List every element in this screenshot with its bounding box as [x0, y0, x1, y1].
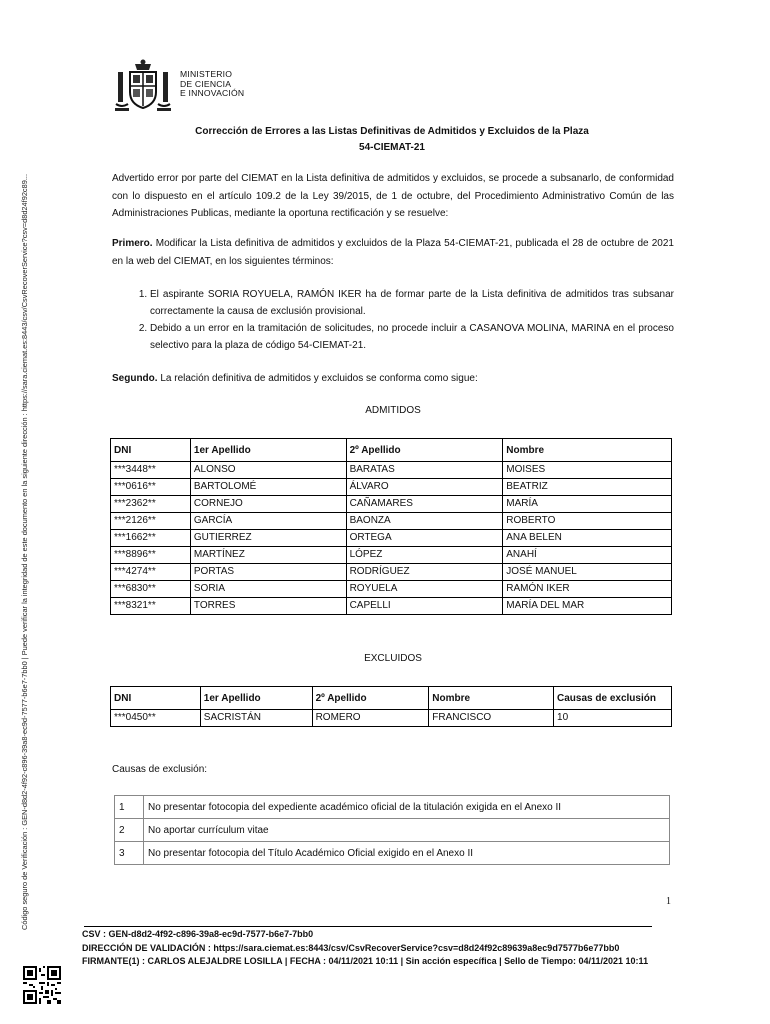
causa-row [115, 819, 670, 842]
table-cell: ***0616** [111, 479, 191, 496]
list-item: 2. Debido a un error en la tramitación de solicitudes, no procede incluir a CASANOVA MOLINA, MARINA en el proceso selectivo para la plaza de código 54-CIEMAT-21. [150, 320, 674, 354]
table-cell: ROYUELA [346, 581, 503, 598]
table-cell: MOISES [503, 462, 672, 479]
admitidos-heading: ADMITIDOS [365, 405, 421, 416]
document-title [112, 124, 672, 156]
causa-text: No aportar currículum vitae [144, 819, 670, 842]
table-cell: ANA BELEN [503, 530, 672, 547]
column-header: 2º Apellido [312, 687, 429, 710]
causa-row [115, 842, 670, 865]
table-cell: ALONSO [190, 462, 346, 479]
table-row [111, 598, 672, 615]
table-cell: ROMERO [312, 710, 429, 727]
primero-paragraph [112, 235, 674, 270]
causas-label: Causas de exclusión: [112, 764, 208, 775]
ministry-logo [114, 58, 274, 113]
table-row [111, 564, 672, 581]
table-row [111, 462, 672, 479]
table-cell: CAPELLI [346, 598, 503, 615]
causa-row [115, 796, 670, 819]
column-header: Causas de exclusión [554, 687, 672, 710]
side-verification-note [20, 40, 32, 930]
causa-text: No presentar fotocopia del Título Académico Oficial exigido en el Anexo II [144, 842, 670, 865]
table-cell: BARTOLOMÉ [190, 479, 346, 496]
table-cell: ***4274** [111, 564, 191, 581]
causa-number: 1 [115, 796, 144, 819]
footer-divider [84, 926, 652, 927]
table-header-row [111, 439, 672, 462]
signature-footer [82, 928, 648, 969]
footer-signer: FIRMANTE(1) : CARLOS ALEJALDRE LOSILLA | FECHA : 04/11/2021 10:11 | Sin acción específica | Sello de Tiempo: 04/11/2021 10:11 [82, 956, 649, 966]
title-line-2: 54-CIEMAT-21 [359, 142, 425, 153]
table-cell: BAONZA [346, 513, 503, 530]
list-item: 1. El aspirante SORIA ROYUELA, RAMÓN IKER ha de formar parte de la Lista definitiva de admitidos tras subsanar correctamente la causa de exclusión provisional. [150, 286, 674, 320]
table-cell: ***8321** [111, 598, 191, 615]
column-header: Nombre [503, 439, 672, 462]
admitidos-table [110, 438, 672, 615]
table-cell: PORTAS [190, 564, 346, 581]
excluidos-heading: EXCLUIDOS [364, 653, 422, 664]
table-cell: BARATAS [346, 462, 503, 479]
table-cell: ***8896** [111, 547, 191, 564]
table-cell: ***0450** [111, 710, 201, 727]
qr-code-icon [23, 966, 61, 1004]
table-cell: 10 [554, 710, 672, 727]
table-cell: MARÍA DEL MAR [503, 598, 672, 615]
page-number: 1 [666, 896, 671, 907]
intro-paragraph: Advertido error por parte del CIEMAT en la Lista definitiva de admitidos y excluidos, se procede a subsanarlo, de conformidad con lo dispuesto en el artículo 109.2 de la Ley 39/2015, de 1 de octubre, del Procedimiento Administrativo Común de las Administraciones Publicas, mediante la oportuna rectificación y se resuelve: [112, 173, 674, 219]
table-row [111, 479, 672, 496]
column-header: DNI [111, 439, 191, 462]
table-cell: CAÑAMARES [346, 496, 503, 513]
table-cell: ORTEGA [346, 530, 503, 547]
table-cell: LÓPEZ [346, 547, 503, 564]
ministry-line: E INNOVACIÓN [180, 88, 245, 99]
table-cell: ***2362** [111, 496, 191, 513]
table-cell: SORIA [190, 581, 346, 598]
title-line-1: Corrección de Errores a las Listas Definitivas de Admitidos y Excluidos de la Plaza [195, 126, 589, 137]
table-cell: CORNEJO [190, 496, 346, 513]
table-row [111, 513, 672, 530]
table-cell: RODRÍGUEZ [346, 564, 503, 581]
column-header: DNI [111, 687, 201, 710]
segundo-paragraph [112, 370, 674, 388]
column-header: 1er Apellido [200, 687, 312, 710]
table-cell: ***6830** [111, 581, 191, 598]
table-row [111, 581, 672, 598]
ministry-name [180, 70, 244, 99]
table-cell: MARTÍNEZ [190, 547, 346, 564]
column-header: Nombre [429, 687, 554, 710]
excluidos-table [110, 686, 672, 727]
causa-text: No presentar fotocopia del expediente académico oficial de la titulación exigida en el Anexo II [144, 796, 670, 819]
table-cell: GUTIERREZ [190, 530, 346, 547]
corrections-list [112, 286, 674, 354]
causa-number: 3 [115, 842, 144, 865]
table-cell: GARCÍA [190, 513, 346, 530]
table-cell: ***1662** [111, 530, 191, 547]
column-header: 2º Apellido [346, 439, 503, 462]
table-row [111, 547, 672, 564]
primero-label: Primero. [112, 238, 153, 249]
footer-csv: CSV : GEN-d8d2-4f92-c896-39a8-ec9d-7577-b6e7-7bb0 [82, 929, 314, 939]
table-cell: ÁLVARO [346, 479, 503, 496]
primero-text: Modificar la Lista definitiva de admitidos y excluidos de la Plaza 54-CIEMAT-21, publicada el 28 de octubre de 2021 en la web del CIEMAT, en los siguientes términos: [112, 238, 674, 267]
coat-of-arms-icon [114, 58, 172, 113]
table-cell: RAMÓN IKER [503, 581, 672, 598]
column-header: 1er Apellido [190, 439, 346, 462]
segundo-text: La relación definitiva de admitidos y excluidos se conforma como sigue: [157, 373, 478, 384]
table-cell: MARÍA [503, 496, 672, 513]
table-row [111, 530, 672, 547]
table-cell: ***2126** [111, 513, 191, 530]
table-cell: ANAHÍ [503, 547, 672, 564]
table-header-row [111, 687, 672, 710]
side-verification-text: Código seguro de Verificación : GEN-d8d2-4f92-c896-39a8-ec9d-7577-b6e7-7bb0 | Puede verificar la integridad de este documento en la siguiente dirección : https://sara.ciemat.es:8443/csv/CsvRecoverService?csv=d8d24f92c89... [20, 174, 29, 930]
table-cell: JOSÉ MANUEL [503, 564, 672, 581]
table-cell: ROBERTO [503, 513, 672, 530]
table-row [111, 496, 672, 513]
table-cell: TORRES [190, 598, 346, 615]
table-cell: BEATRIZ [503, 479, 672, 496]
causas-table [114, 795, 670, 865]
table-cell: FRANCISCO [429, 710, 554, 727]
table-row [111, 710, 672, 727]
footer-validation-url: DIRECCIÓN DE VALIDACIÓN : https://sara.ciemat.es:8443/csv/CsvRecoverService?csv=d8d24f92c89639a8ec9d7577b6e77bb0 [82, 942, 620, 953]
table-cell: ***3448** [111, 462, 191, 479]
causa-number: 2 [115, 819, 144, 842]
ministry-line: DE CIENCIA [180, 78, 232, 89]
ministry-line: MINISTERIO [180, 69, 233, 79]
segundo-label: Segundo. [112, 373, 158, 384]
table-cell: SACRISTÁN [200, 710, 312, 727]
